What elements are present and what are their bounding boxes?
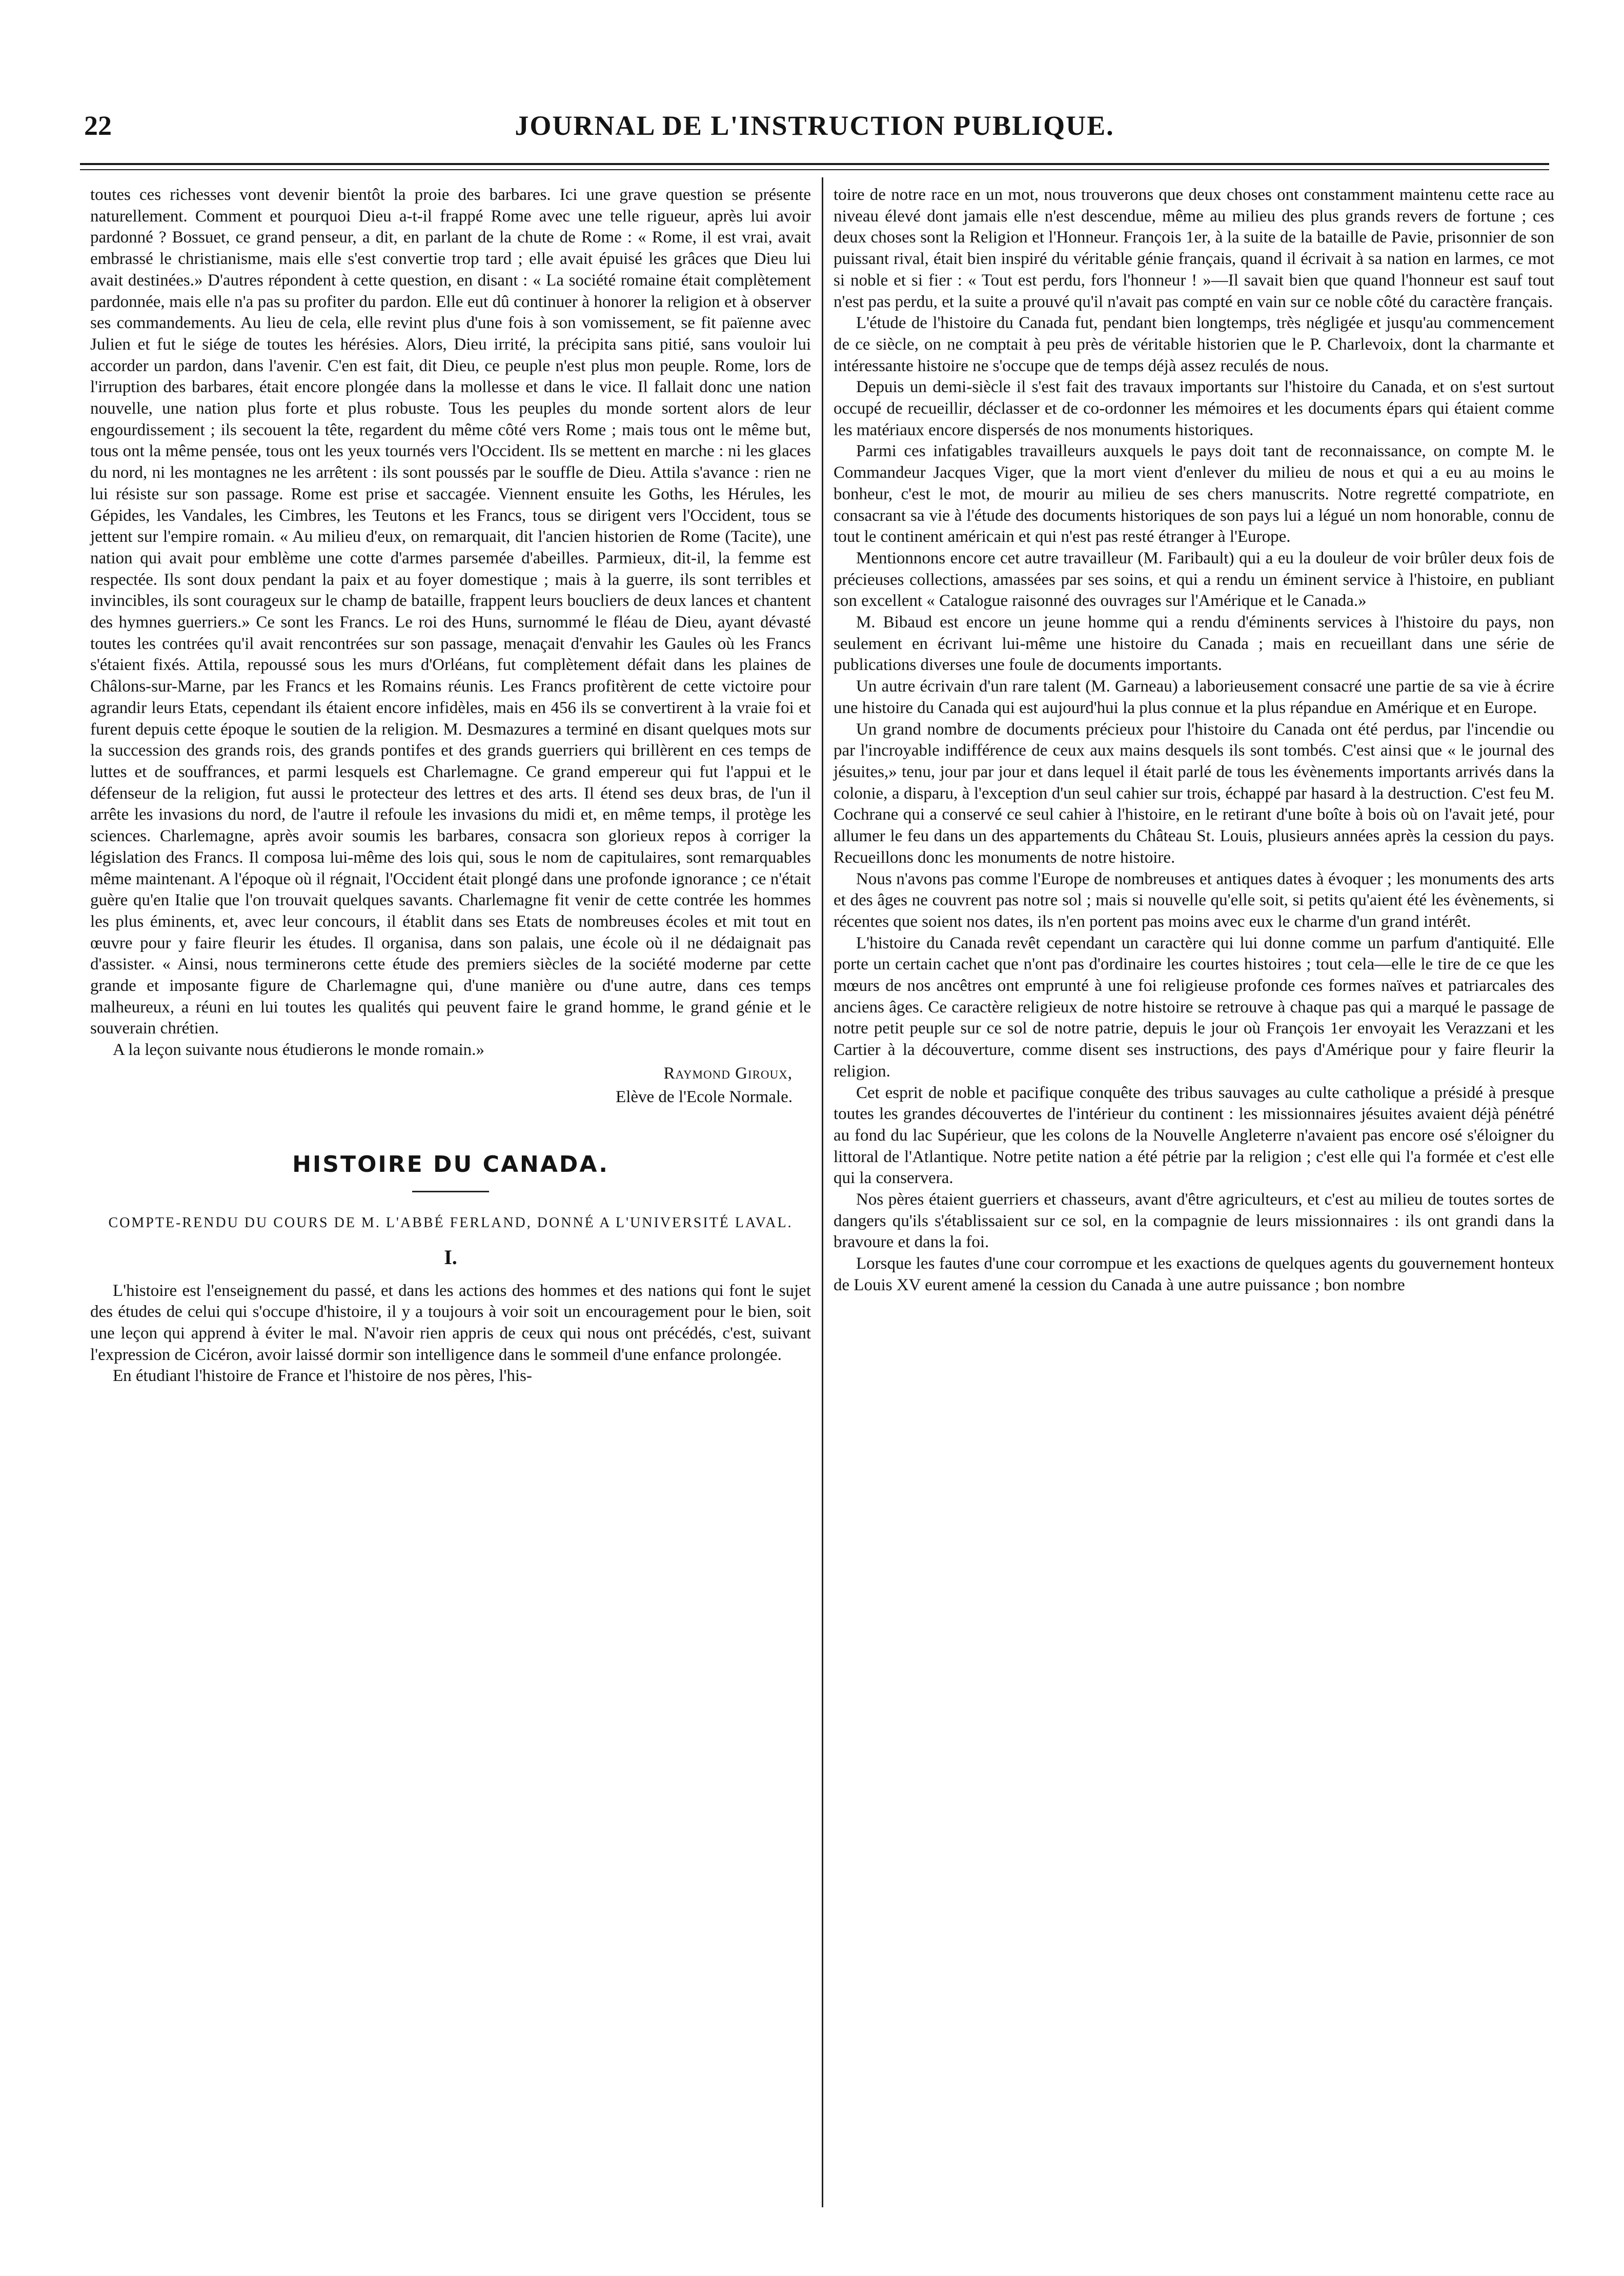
author-name: Raymond Giroux, bbox=[663, 1064, 793, 1083]
signature-title: Elève de l'Ecole Normale. bbox=[616, 1087, 793, 1106]
paragraph: Parmi ces infatigables travailleurs auxquels le pays doit tant de reconnaissance, on compte M. le Commandeur Jacques Viger, que la mort vient d'enlever du milieu de nous et qui a eu au moins le bonheur, c'est le mot, de mourir au milieu de ses chers manuscrits. Notre regretté compatriote, en consacrant sa vie à l'étude des documents historiques de son pays lui a légué un nom honorable, connu de tout le continent américain et qui n'est pas resté étranger à l'Europe. bbox=[834, 442, 1554, 546]
right-column bbox=[834, 185, 1554, 1296]
paragraph: Mentionnons encore cet autre travailleur (M. Faribault) qui a eu la douleur de voir brûler deux fois de précieuses collections, amassées par ses soins, et qui a rendu un éminent service à l'histoire, en publiant son excellent « Catalogue raisonné des ouvrages sur l'Amérique et le Canada.» bbox=[834, 548, 1554, 611]
paragraph: L'histoire est l'enseignement du passé, et dans les actions des hommes et des nations qui font le sujet des études de celui qui s'occupe d'histoire, il y a toujours à voir soit un encouragement pour le bien, soit une leçon qui apprend à éviter le mal. N'avoir rien appris de ceux qui nous ont précédés, c'est, suivant l'expression de Cicéron, avoir laissé dormir son intelligence dans le sommeil d'une enfance prolongée. bbox=[90, 1281, 811, 1364]
section-title: HISTOIRE DU CANADA. bbox=[292, 1151, 609, 1178]
header-rule-thin bbox=[80, 169, 1549, 170]
paragraph: En étudiant l'histoire de France et l'histoire de nos pères, l'his- bbox=[113, 1367, 532, 1386]
paragraph: Depuis un demi-siècle il s'est fait des travaux importants sur l'histoire du Canada, et on s'est surtout occupé de recueillir, déclasser et de co-ordonner les mémoires et les documents épars qui étaient comme les matériaux encore dispersés de nos monuments historiques. bbox=[834, 378, 1554, 439]
header-rule-thick bbox=[80, 163, 1549, 165]
column-divider bbox=[822, 177, 823, 2207]
paragraph: Cet esprit de noble et pacifique conquête des tribus sauvages au culte catholique a présidé à presque toutes les grandes découvertes de l'intérieur du continent : les missionnaires jésuites avaient déjà pénétré au fond du lac Supérieur, que les colons de la Nouvelle Angleterre n'avaient pas encore osé s'éloigner du littoral de l'Atlantique. Notre petite nation a été pétrie par la religion ; c'est elle qui l'a formée et c'est elle qui la conservera. bbox=[834, 1083, 1554, 1188]
paragraph: L'étude de l'histoire du Canada fut, pendant bien longtemps, très négligée et jusqu'au commencement de ce siècle, on ne comptait à peu près de véritable historien que le P. Charlevoix, dont la charmante et intéressante histoire ne s'occupe que de temps déjà assez reculés de nous. bbox=[834, 314, 1554, 375]
paragraph: toire de notre race en un mot, nous trouverons que deux choses ont constamment maintenu cette race au niveau élevé dont jamais elle n'est descendue, même au milieu des plus grands revers de fortune ; ces deux choses sont la Religion et l'Honneur. François 1er, à la suite de la bataille de Pavie, prisonnier de son puissant rival, était bien inspiré du véritable génie français, quand il écrivait à sa nation en larmes, ce mot si noble et si fier : « Tout est perdu, fors l'honneur ! »—Il savait bien que quand l'honneur est sauf tout n'est pas perdu, et la suite a prouvé qu'il n'avait pas compté en vain sur ce noble côté du caractère français. bbox=[834, 186, 1554, 311]
signature-name bbox=[90, 1063, 793, 1085]
paragraph: Nos pères étaient guerriers et chasseurs, avant d'être agriculteurs, et c'est au milieu de toutes sortes de dangers qu'ils s'établissaient sur ce sol, en la compagnie de leurs missionnaires : ils ont grandi dans la bravoure et dans la foi. bbox=[834, 1190, 1554, 1252]
paragraph: toutes ces richesses vont devenir bientôt la proie des barbares. Ici une grave question se présente naturellement. Comment et pourquoi Dieu a-t-il frappé Rome avec une telle rigueur, après lui avoir pardonné ? Bossuet, ce grand penseur, a dit, en parlant de la chute de Rome : « Rome, il est vrai, avait embrassé le christianisme, mais elle s'est convertie trop tard ; elle avait épuisé les grâces que Dieu lui avait destinées.» D'autres répondent à cette question, en disant : « La société romaine était complètement pardonnée, mais elle n'a pas su profiter du pardon. Elle eut dû continuer à honorer la religion et à observer ses commandements. Au lieu de cela, elle revint plus d'une fois à son vomissement, se fit païenne avec Julien et fut le siége de toutes les hérésies. Alors, Dieu irrité, la précipita sans pitié, sans vouloir lui accorder un pardon, dans l'avenir. C'en est fait, dit Dieu, ce peuple n'est plus mon peuple. Rome, lors de l'irruption des barbares, était encore plongée dans la mollesse et dans le vice. Il fallait donc une nation nouvelle, une nation plus forte et plus robuste. Tous les peuples du monde sortent alors de leur engourdissement ; ils secouent la tête, regardent du même côté vers Rome ; mais tous ont le même but, tous ont la même pensée, tous ont les yeux tournés vers l'Occident. Ils se mettent en marche : ni les glaces du nord, ni les montagnes ne les arrêtent : ils sont poussés par le souffle de Dieu. Attila s'avance : rien ne lui résiste sur son passage. Rome est prise et saccagée. Viennent ensuite les Goths, les Hérules, les Gépides, les Vandales, les Cimbres, les Teutons et les Francs, tous se dirigent vers l'Occident, tous se jettent sur l'empire romain. « Au milieu d'eux, on remarquait, dit l'ancien historien de Rome (Tacite), une nation qui avait pour emblème une cotte d'armes parsemée d'abeilles. Parmieux, dit-il, la femme est respectée. Ils sont doux pendant la paix et au foyer domestique ; mais à la guerre, ils sont terribles et invincibles, ils sont courageux sur le champ de bataille, frappent leurs boucliers de deux lances et chantent des hymnes guerriers.» Ce sont les Francs. Le roi des Huns, surnommé le fléau de Dieu, ayant dévasté toutes les contrées qu'il avait rencontrées sur son passage, menaçait d'envahir les Gaules où les Francs s'étaient fixés. Attila, repoussé sous les murs d'Orléans, fut complètement défait dans les plaines de Châlons-sur-Marne, par les Francs et les Romains réunis. Les Francs profitèrent de cette victoire pour agrandir leurs Etats, cependant ils étaient encore infidèles, mais en 456 ils se convertirent à la vraie foi et furent depuis cette époque le soutien de la religion. M. Desmazures a terminé en disant quelques mots sur la succession des grands rois, des grands pontifes et des grands guerriers qui brillèrent en ces temps de luttes et de souffrances, et parmi lesquels est Charlemagne. Ce grand empereur qui fut l'appui et le défenseur de la religion, fut aussi le protecteur des lettres et des arts. Il étend ses deux bras, de l'un il arrête les invasions du nord, de l'autre il refoule les invasions du midi et, en même temps, il protège les sciences. Charlemagne, après avoir soumis les barbares, consacra son glorieux repos à corriger la législation des Francs. Il composa lui-même des lois qui, sous le nom de capitulaires, sont remarquables même maintenant. A l'époque où il régnait, l'Occident était plongé dans une profonde ignorance ; ce n'était guère qu'en Italie que l'on trouvait quelques savants. Charlemagne fit venir de cette contrée les hommes les plus éminents, et, avec leur concours, il établit dans ses Etats de nombreuses écoles et mit tout en œuvre pour y faire fleurir les études. Il organisa, dans son palais, une école où il ne dédaignait pas d'assister. « Ainsi, nous terminerons cette étude des premiers siècles de la société moderne par cette grande et imposante figure de Charlemagne qui, d'une manière ou d'une autre, dans ces temps malheureux, a réuni en lui toutes les qualités qui peuvent faire le grand homme, le grand génie et le souverain chrétien. bbox=[90, 186, 811, 1038]
section-rule bbox=[412, 1191, 489, 1192]
section-number: I. bbox=[444, 1245, 457, 1269]
paragraph: L'histoire du Canada revêt cependant un caractère qui lui donne comme un parfum d'antiquité. Elle porte un certain cachet que n'ont pas d'ordinaire les courtes histoires ; tout cela—elle le tire de ce que les mœurs de nos ancêtres ont emprunté à une foi religieuse profonde ces formes naïves et patriarcales des anciens âges. Ce caractère religieux de notre histoire se retrouve à chaque pas qui a marqué le passage de notre petit peuple sur ce sol de notre patrie, depuis le jour où François 1er envoyait les Verazzani et les Cartier à la découverture, comme disent ses instructions, des pays d'Amérique pour y faire fleurir la religion. bbox=[834, 933, 1554, 1081]
paragraph: A la leçon suivante nous étudierons le monde romain.» bbox=[113, 1041, 484, 1060]
paragraph: Lorsque les fautes d'une cour corrompue et les exactions de quelques agents du gouvernement honteux de Louis XV eurent amené la cession du Canada à une autre puissance ; bon nombre bbox=[834, 1254, 1554, 1294]
page-header bbox=[80, 106, 1549, 152]
paragraph: Un autre écrivain d'un rare talent (M. Garneau) a laborieusement consacré une partie de sa vie à écrire une histoire du Canada qui est aujourd'hui la plus connue et la plus répandue en Amérique et en Europe. bbox=[834, 677, 1554, 717]
section-subtitle: COMPTE-RENDU DU COURS DE M. L'ABBÉ FERLAND, DONNÉ A L'UNIVERSITÉ LAVAL. bbox=[108, 1214, 793, 1231]
paragraph: M. Bibaud est encore un jeune homme qui a rendu d'éminents services à l'histoire du pays, non seulement en écrivant lui-même une histoire du Canada ; mais en recueillant dans une série de publications diverses une foule de documents importants. bbox=[834, 613, 1554, 675]
paragraph: Un grand nombre de documents précieux pour l'histoire du Canada ont été perdus, par l'incendie ou par l'incroyable indifférence de ceux aux mains desquels ils sont tombés. C'est ainsi que « le journal des jésuites,» tenu, jour par jour et dans lequel il était parlé de tous les évènements importants arrivés dans la colonie, a disparu, à l'exception d'un seul cahier sur trois, échappé par hasard à la destruction. C'est feu M. Cochrane qui a conservé ce seul cahier à l'histoire, en le retirant d'une boîte à bois où on l'avait jeté, pour allumer le feu dans un des appartements du Château St. Louis, plusieurs années après la cession du pays. Recueillons donc les monuments de notre histoire. bbox=[834, 720, 1554, 867]
left-column bbox=[90, 185, 811, 1387]
page-number: 22 bbox=[84, 110, 112, 141]
paragraph: Nous n'avons pas comme l'Europe de nombreuses et antiques dates à évoquer ; les monuments des arts et des âges ne couvrent pas notre sol ; mais si nouvelle qu'elle soit, si petits qu'aient été les évènements, si récentes que soient nos dates, ils n'en portent pas moins avec eux le charme d'un grand intérêt. bbox=[834, 869, 1554, 931]
running-title: JOURNAL DE L'INSTRUCTION PUBLIQUE. bbox=[515, 110, 1114, 141]
